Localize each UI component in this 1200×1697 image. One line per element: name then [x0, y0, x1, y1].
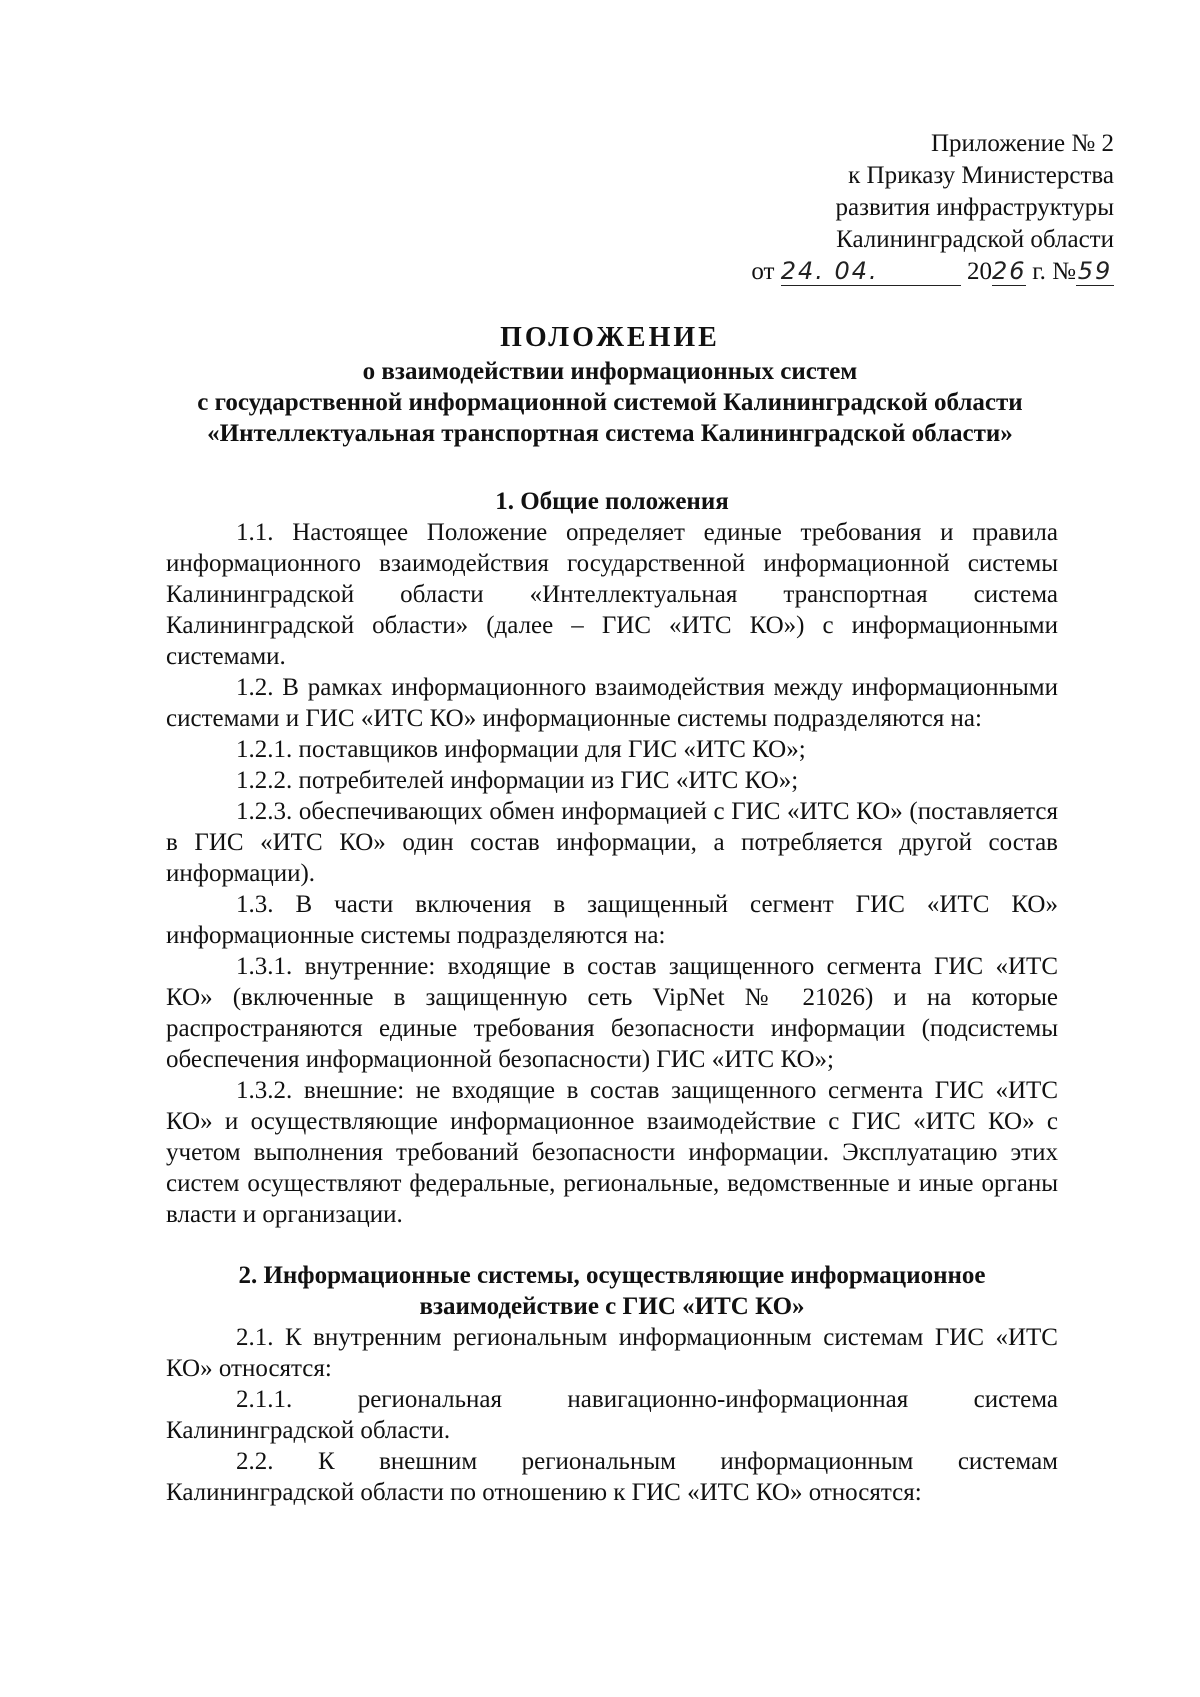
title-sub-3: «Интеллектуальная транспортная система Калининградской области» [207, 420, 1013, 447]
section-2-heading-line-1: 2. Информационные системы, осуществляющие информационное [238, 1262, 986, 1289]
paragraph-1-2: 1.2. В рамках информационного взаимодействия между информационными системами и ГИС «ИТС КО» информационные системы подразделяются на: [166, 674, 1058, 732]
annex-date-line [594, 256, 1114, 288]
document-body [166, 486, 1058, 1508]
document-title [150, 320, 1070, 449]
title-sub-1: о взаимодействии информационных систем [362, 358, 858, 385]
title-main: ПОЛОЖЕНИЕ [500, 322, 720, 353]
annex-line-3: развития инфраструктуры [835, 194, 1114, 221]
year-suffix: 26 [991, 257, 1027, 285]
paragraph-1-3-1: 1.3.1. внутренние: входящие в состав защищенного сегмента ГИС «ИТС КО» (включенные в защищенную сеть VipNet № 21026) и на которые распространяются единые требования безопасности информации (подсистемы обеспечения информационной безопасности) ГИС «ИТС КО»; [166, 953, 1058, 1073]
paragraph-1-3-2: 1.3.2. внешние: не входящие в состав защищенного сегмента ГИС «ИТС КО» и осуществляющие информационное взаимодействие с ГИС «ИТС КО» с учетом выполнения требований безопасности информации. Эксплуатацию этих систем осуществляют федеральные, региональные, ведомственные и иные органы власти и организации. [166, 1077, 1058, 1228]
year-prefix: 20 [966, 258, 992, 285]
paragraph-1-3: 1.3. В части включения в защищенный сегмент ГИС «ИТС КО» информационные системы подразделяются на: [166, 891, 1058, 949]
paragraph-1-2-2: 1.2.2. потребителей информации из ГИС «ИТС КО»; [236, 767, 799, 794]
annex-line-2: к Приказу Министерства [848, 162, 1114, 189]
title-sub-2: с государственной информационной системой Калининградской области [197, 389, 1023, 416]
annex-line-4: Калининградской области [836, 226, 1114, 253]
date-prefix: от [751, 258, 775, 285]
date-day-month: 24. 04. [780, 257, 879, 285]
paragraph-1-2-1: 1.2.1. поставщиков информации для ГИС «ИТС КО»; [236, 736, 806, 763]
order-number: 59 [1077, 257, 1113, 285]
paragraph-2-1-1: 2.1.1. региональная навигационно-информационная система Калининградской области. [166, 1386, 1058, 1444]
paragraph-1-1: 1.1. Настоящее Положение определяет единые требования и правила информационного взаимодействия государственной информационной системы Калининградской области «Интеллектуальная транспортная система Калининградской области» (далее – ГИС «ИТС КО») с информационными системами. [166, 519, 1058, 670]
section-2-heading-line-2: взаимодействие с ГИС «ИТС КО» [419, 1293, 805, 1320]
paragraph-2-2: 2.2. К внешним региональным информационным системам Калининградской области по отношению к ГИС «ИТС КО» относятся: [166, 1448, 1058, 1506]
paragraph-1-2-3: 1.2.3. обеспечивающих обмен информацией с ГИС «ИТС КО» (поставляется в ГИС «ИТС КО» один состав информации, а потребляется другой состав информации). [166, 798, 1058, 887]
paragraph-2-1: 2.1. К внутренним региональным информационным системам ГИС «ИТС КО» относятся: [166, 1324, 1058, 1382]
annex-line-1: Приложение № 2 [930, 130, 1114, 157]
section-1-heading: 1. Общие положения [495, 488, 729, 515]
annex-block [594, 128, 1114, 288]
number-prefix: г. № [1032, 258, 1076, 285]
section-gap [166, 1230, 1058, 1260]
